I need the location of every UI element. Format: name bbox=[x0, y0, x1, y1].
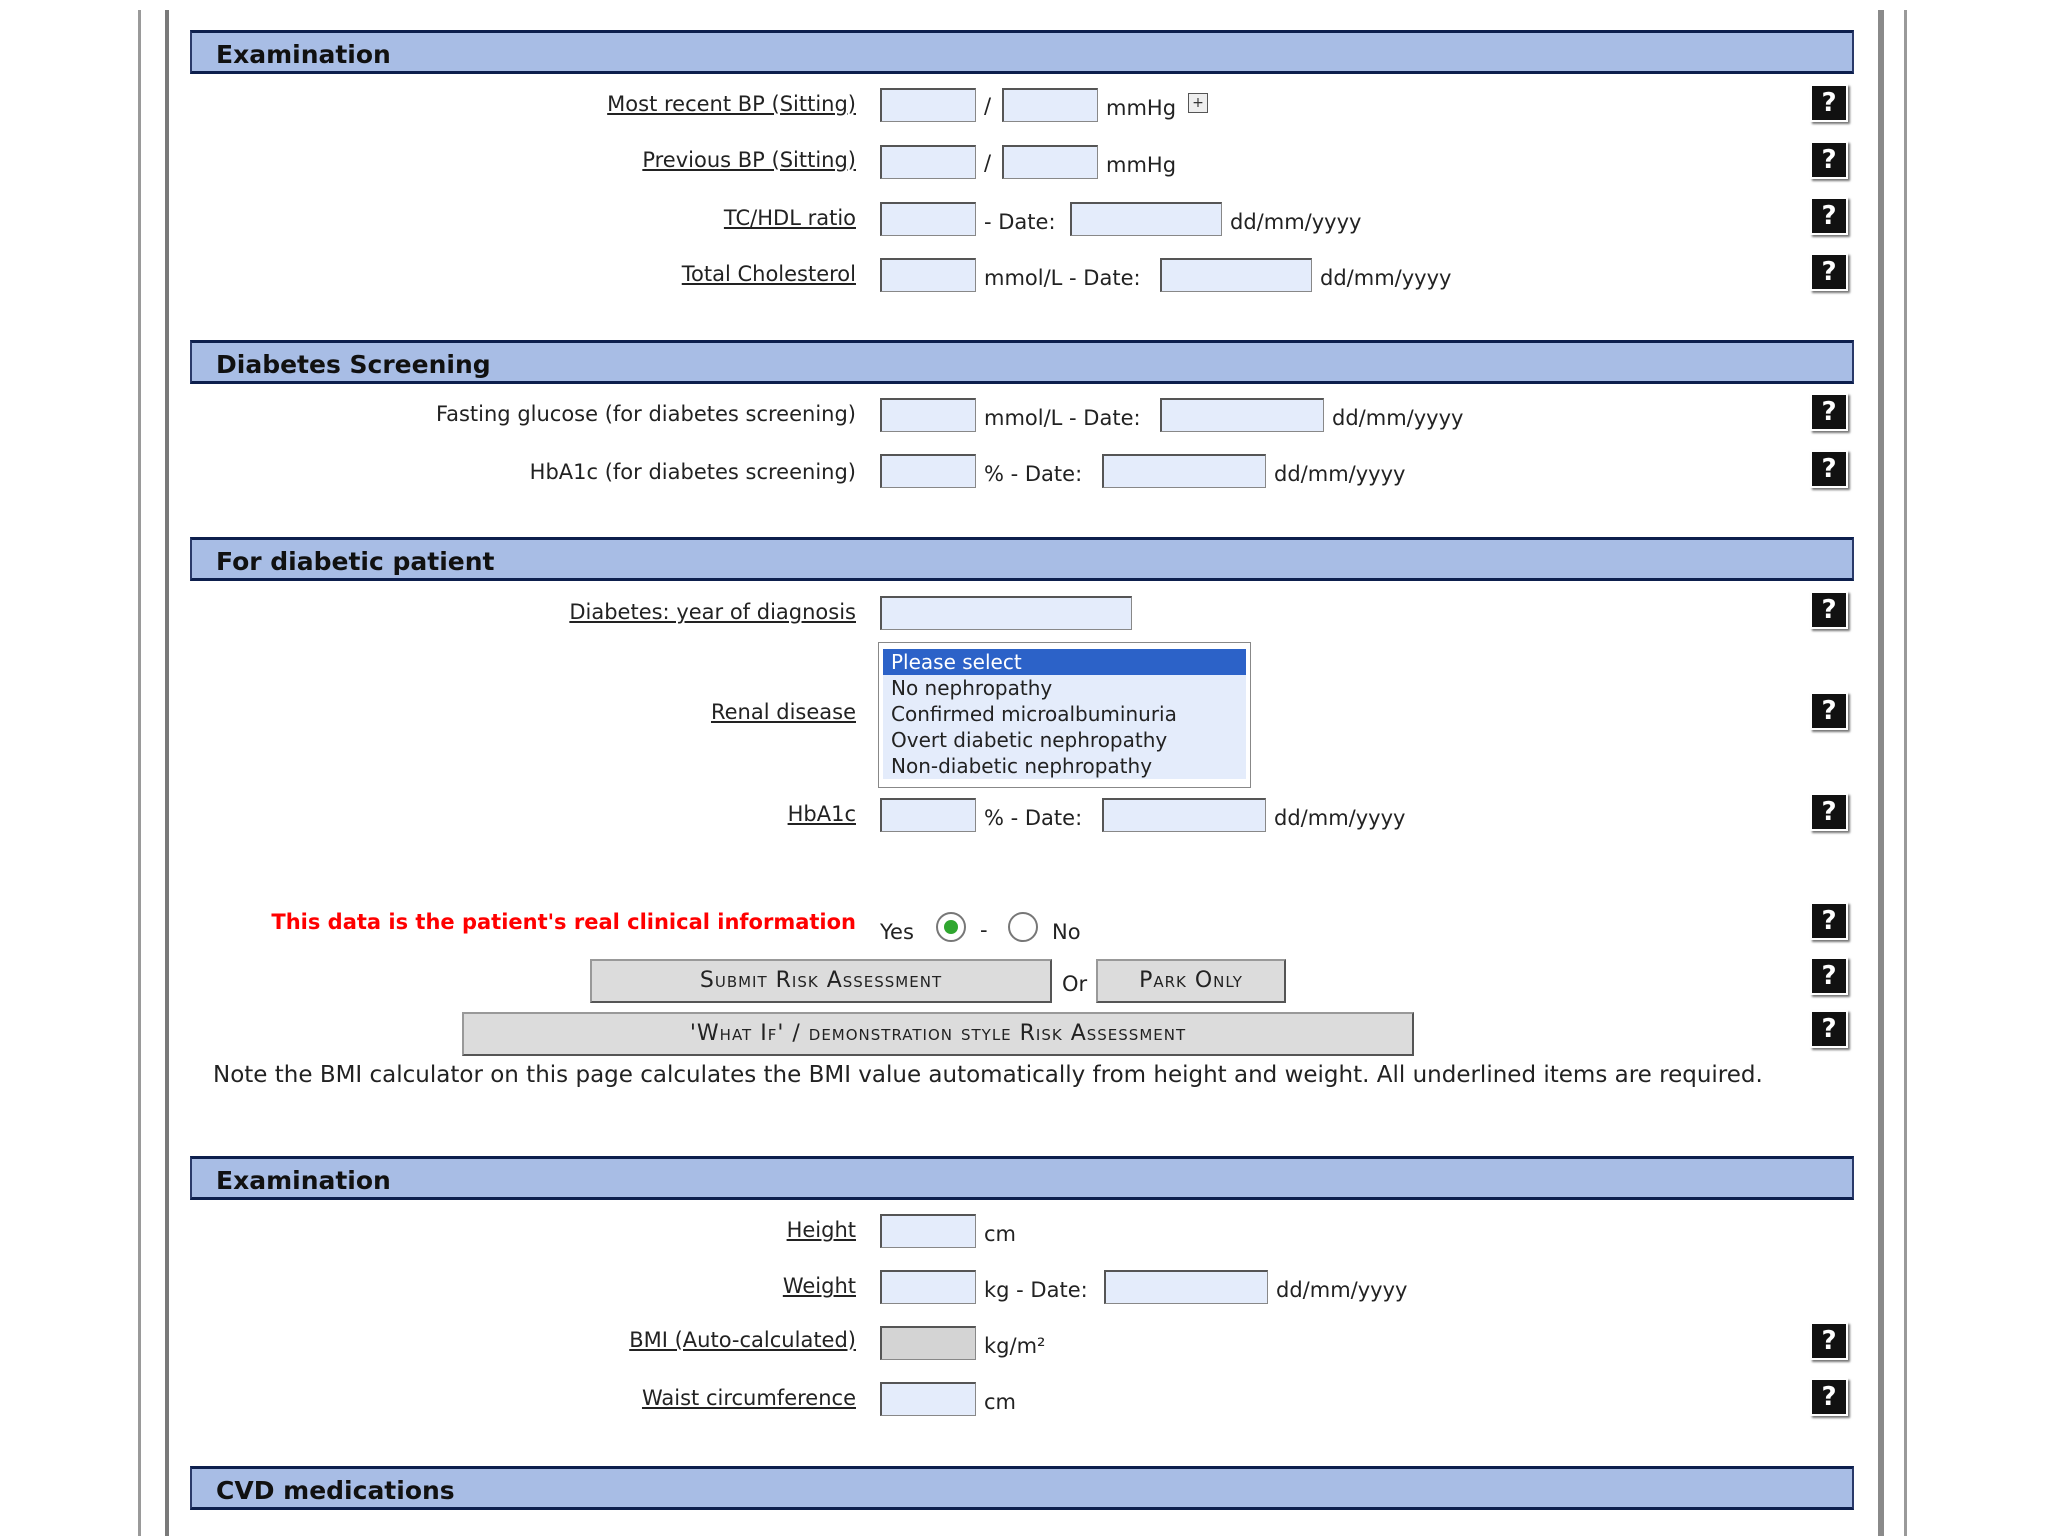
bmi-readonly-field bbox=[880, 1326, 976, 1360]
section-title: For diabetic patient bbox=[216, 547, 495, 576]
radio-yes[interactable] bbox=[936, 912, 966, 942]
unit-mmol-date: mmol/L - Date: bbox=[984, 406, 1141, 430]
label-weight: Weight bbox=[782, 1274, 856, 1298]
park-only-button[interactable]: Park Only bbox=[1096, 959, 1286, 1003]
label-renal-disease: Renal disease bbox=[710, 700, 856, 724]
label-height: Height bbox=[786, 1218, 856, 1242]
unit-cm: cm bbox=[984, 1222, 1017, 1246]
help-icon[interactable]: ? bbox=[1810, 393, 1848, 431]
section-title: Diabetes Screening bbox=[216, 350, 491, 379]
help-icon[interactable]: ? bbox=[1810, 253, 1848, 291]
bp-previous-systolic-input[interactable] bbox=[880, 145, 976, 179]
fasting-glucose-input[interactable] bbox=[880, 398, 976, 432]
right-frame-line bbox=[1904, 10, 1907, 1536]
weight-date-input[interactable] bbox=[1104, 1270, 1268, 1304]
real-data-warning: This data is the patient's real clinical information bbox=[271, 910, 856, 934]
unit-mmol-date: mmol/L - Date: bbox=[984, 266, 1141, 290]
label-bp-recent: Most recent BP (Sitting) bbox=[607, 92, 856, 116]
renal-disease-listbox[interactable] bbox=[878, 642, 1251, 788]
label-diabetes-year: Diabetes: year of diagnosis bbox=[569, 600, 856, 624]
radio-no[interactable] bbox=[1008, 912, 1038, 942]
fasting-glucose-date-input[interactable] bbox=[1160, 398, 1324, 432]
waist-input[interactable] bbox=[880, 1382, 976, 1416]
expand-icon[interactable]: + bbox=[1188, 93, 1208, 113]
weight-input[interactable] bbox=[880, 1270, 976, 1304]
date-format: dd/mm/yyyy bbox=[1274, 462, 1406, 486]
hba1c-screening-date-input[interactable] bbox=[1102, 454, 1266, 488]
help-icon[interactable]: ? bbox=[1810, 902, 1848, 940]
radio-selected-dot bbox=[944, 920, 958, 934]
total-cholesterol-input[interactable] bbox=[880, 258, 976, 292]
help-icon[interactable]: ? bbox=[1810, 450, 1848, 488]
help-icon[interactable]: ? bbox=[1810, 1322, 1848, 1360]
height-input[interactable] bbox=[880, 1214, 976, 1248]
or-label: Or bbox=[1062, 972, 1088, 996]
section-header-cvd-medications bbox=[190, 1466, 1854, 1510]
bp-previous-diastolic-input[interactable] bbox=[1002, 145, 1098, 179]
submit-risk-assessment-button[interactable]: Submit Risk Assessment bbox=[590, 959, 1052, 1003]
help-icon[interactable]: ? bbox=[1810, 84, 1848, 122]
date-format: dd/mm/yyyy bbox=[1332, 406, 1464, 430]
date-format: dd/mm/yyyy bbox=[1320, 266, 1452, 290]
date-format: dd/mm/yyyy bbox=[1274, 806, 1406, 830]
label-fasting-glucose: Fasting glucose (for diabetes screening) bbox=[435, 402, 856, 426]
section-header-examination bbox=[190, 1156, 1854, 1200]
what-if-assessment-button[interactable]: 'What If' / demonstration style Risk Assessment bbox=[462, 1012, 1414, 1056]
left-frame-line-inner bbox=[165, 10, 169, 1536]
help-icon[interactable]: ? bbox=[1810, 1010, 1848, 1048]
label-waist: Waist circumference bbox=[641, 1386, 856, 1410]
unit-cm: cm bbox=[984, 1390, 1017, 1414]
label-hba1c-screening: HbA1c (for diabetes screening) bbox=[529, 460, 856, 484]
bp-recent-diastolic-input[interactable] bbox=[1002, 88, 1098, 122]
help-icon[interactable]: ? bbox=[1810, 141, 1848, 179]
section-title: Examination bbox=[216, 1166, 391, 1195]
bp-separator: / bbox=[984, 151, 992, 175]
bp-separator: / bbox=[984, 94, 992, 118]
unit-pct-date: % - Date: bbox=[984, 806, 1083, 830]
help-icon[interactable]: ? bbox=[1810, 793, 1848, 831]
unit-kg-date: kg - Date: bbox=[984, 1278, 1088, 1302]
label-bp-previous: Previous BP (Sitting) bbox=[642, 148, 856, 172]
radio-no-label: No bbox=[1052, 920, 1081, 944]
hba1c-date-input[interactable] bbox=[1102, 798, 1266, 832]
date-label: - Date: bbox=[984, 210, 1056, 234]
renal-option[interactable]: Non-diabetic nephropathy bbox=[883, 753, 1246, 779]
unit-kgm2: kg/m² bbox=[984, 1334, 1046, 1358]
renal-option[interactable]: No nephropathy bbox=[883, 675, 1246, 701]
renal-option[interactable]: Overt diabetic nephropathy bbox=[883, 727, 1246, 753]
label-tc-hdl: TC/HDL ratio bbox=[723, 206, 856, 230]
unit-mmhg: mmHg bbox=[1106, 96, 1177, 120]
help-icon[interactable]: ? bbox=[1810, 957, 1848, 995]
bp-recent-systolic-input[interactable] bbox=[880, 88, 976, 122]
tc-hdl-input[interactable] bbox=[880, 202, 976, 236]
date-format: dd/mm/yyyy bbox=[1230, 210, 1362, 234]
unit-mmhg: mmHg bbox=[1106, 153, 1177, 177]
right-frame-line-inner bbox=[1878, 10, 1884, 1536]
help-icon[interactable]: ? bbox=[1810, 197, 1848, 235]
date-format: dd/mm/yyyy bbox=[1276, 1278, 1408, 1302]
diabetes-year-input[interactable] bbox=[880, 596, 1132, 630]
label-hba1c: HbA1c bbox=[787, 802, 856, 826]
help-icon[interactable]: ? bbox=[1810, 591, 1848, 629]
bmi-note: Note the BMI calculator on this page calculates the BMI value automatically from height and weight. All underlined items are required. bbox=[213, 1062, 1763, 1088]
left-frame-line bbox=[138, 10, 141, 1536]
section-header-diabetic-patient bbox=[190, 537, 1854, 581]
tc-hdl-date-input[interactable] bbox=[1070, 202, 1222, 236]
renal-option[interactable]: Confirmed microalbuminuria bbox=[883, 701, 1246, 727]
unit-pct-date: % - Date: bbox=[984, 462, 1083, 486]
help-icon[interactable]: ? bbox=[1810, 692, 1848, 730]
renal-option[interactable]: Please select bbox=[883, 649, 1246, 675]
label-total-cholesterol: Total Cholesterol bbox=[681, 262, 856, 286]
section-header-examination bbox=[190, 30, 1854, 74]
hba1c-input[interactable] bbox=[880, 798, 976, 832]
label-bmi: BMI (Auto-calculated) bbox=[629, 1328, 856, 1352]
section-header-diabetes-screening bbox=[190, 340, 1854, 384]
radio-yes-label: Yes bbox=[880, 920, 914, 944]
hba1c-screening-input[interactable] bbox=[880, 454, 976, 488]
help-icon[interactable]: ? bbox=[1810, 1378, 1848, 1416]
total-cholesterol-date-input[interactable] bbox=[1160, 258, 1312, 292]
section-title: CVD medications bbox=[216, 1476, 455, 1505]
radio-separator: - bbox=[980, 918, 988, 942]
section-title: Examination bbox=[216, 40, 391, 69]
